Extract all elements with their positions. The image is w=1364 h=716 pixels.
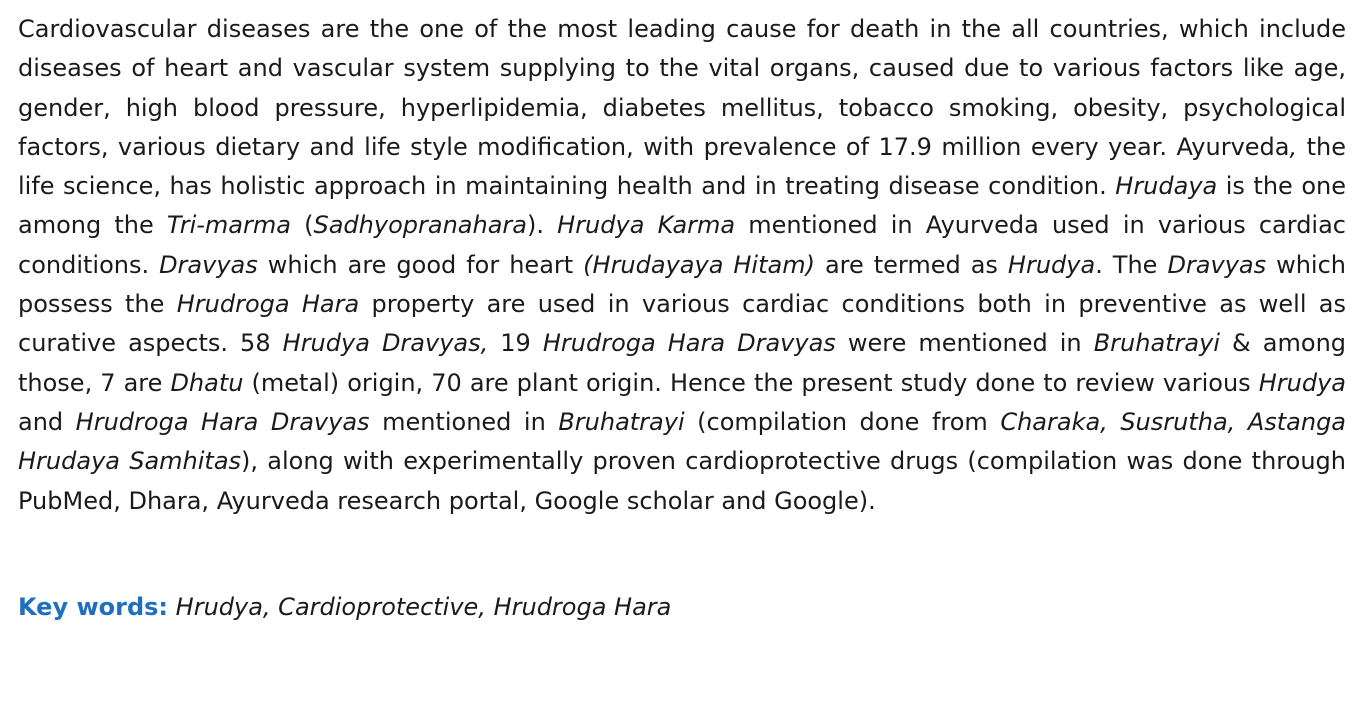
abstract-text-run: ( [290, 211, 314, 240]
abstract-italic-term: Hrudroga Hara Dravyas [75, 407, 370, 436]
abstract-text-run: the life science, has holistic approach in maintaining health and in treating disease condition. [18, 132, 1346, 201]
abstract-italic-term: Bruhatrayi [558, 407, 685, 436]
abstract-text-run: Cardiovascular diseases are the one of the most leading cause for death in the all countries, which include diseases of heart and vascular system supplying to the vital organs, caused due to various factors like age, gender, high blood pressure, hyperlipidemia, diabetes mellitus, tobacco smoking, obesity, psychological factors, various dietary and life style modification, with prevalence of 17.9 million every year. Ayurveda [18, 15, 1346, 161]
abstract-italic-term: Hrudya Dravyas, [282, 329, 489, 358]
keywords-line [18, 588, 1346, 627]
abstract-text-run: ), along with experimentally proven cardioprotective drugs (compilation was done through PubMed, Dhara, Ayurveda research portal, Google scholar and Google). [18, 447, 1346, 515]
abstract-text-run: is the one among the [18, 172, 1346, 240]
abstract-text-run: are termed as [814, 250, 1008, 279]
abstract-italic-term: (Hrudayaya Hitam) [583, 250, 815, 279]
abstract-text-run: and [18, 407, 76, 436]
abstract-italic-term: , [1289, 132, 1298, 161]
abstract-italic-term: Dhatu [170, 368, 244, 397]
abstract-text-run: . The [1095, 250, 1168, 279]
abstract-italic-term: Tri-marma [166, 211, 291, 240]
abstract-italic-term: Hrudroga Hara Dravyas [542, 329, 836, 358]
abstract-text-run: which are good for heart [257, 250, 584, 279]
keywords-label: Key words: [18, 593, 169, 621]
abstract-text-run: property are used in various cardiac conditions both in preventive as well as curative aspects. 58 [18, 290, 1347, 358]
abstract-italic-term: Sadhyopranahara [313, 211, 527, 240]
abstract-italic-term: Dravyas [159, 250, 258, 279]
abstract-italic-term: Charaka, Susrutha, Astanga Hrudaya Samhitas [18, 407, 1347, 476]
abstract-italic-term: Hrudroga Hara [176, 290, 360, 319]
abstract-italic-term: Hrudaya [1115, 172, 1218, 201]
abstract-text-run: (metal) origin, 70 are plant origin. Hence the present study done to review various [243, 368, 1259, 397]
keywords-values: Hrudya, Cardioprotective, Hrudroga Hara [175, 593, 672, 621]
abstract-text-run: mentioned in [369, 407, 559, 436]
abstract-paragraph [18, 10, 1346, 521]
abstract-text-run: 19 [488, 329, 543, 358]
abstract-italic-term: Dravyas [1167, 250, 1267, 279]
abstract-text-run: mentioned in Ayurveda used in various cardiac conditions. [18, 211, 1347, 279]
abstract-italic-term: Hrudya Karma [557, 211, 736, 240]
abstract-italic-term: Hrudya [1007, 250, 1096, 279]
abstract-text-run: (compilation done from [684, 407, 1001, 436]
abstract-text-run: were mentioned in [835, 329, 1094, 358]
abstract-italic-term: Hrudya [1258, 368, 1346, 397]
abstract-italic-term: Bruhatrayi [1093, 329, 1221, 358]
abstract-text-run: ). [526, 211, 558, 240]
abstract-text-run: & among those, 7 are [18, 329, 1347, 397]
abstract-text-run: which possess the [18, 250, 1347, 319]
